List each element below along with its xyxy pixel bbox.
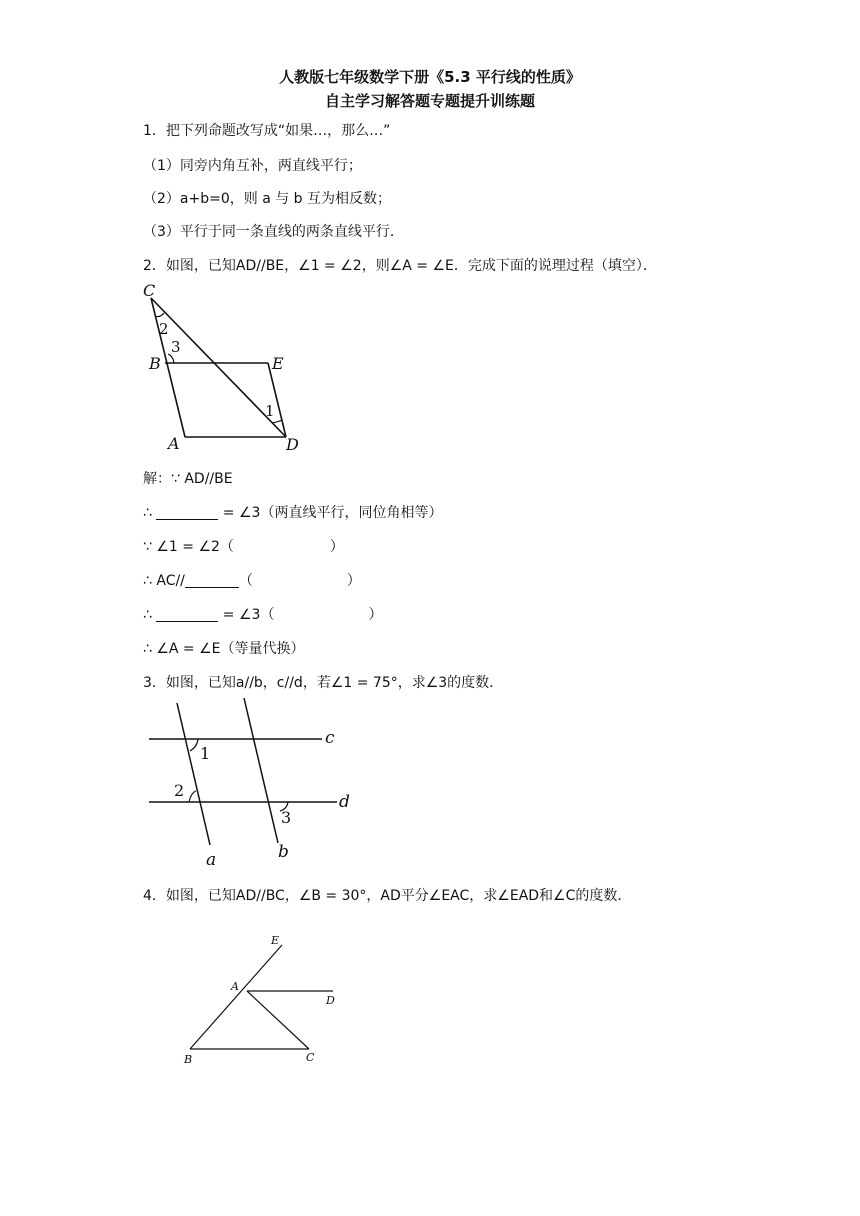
q1-item-2: （2）a+b=0，则 a 与 b 互为相反数；	[143, 191, 392, 207]
q4-label-E: E	[271, 934, 280, 947]
answer-blank-3[interactable]	[156, 607, 218, 622]
q1-stem: 1．把下列命题改写成“如果…，那么…”	[143, 123, 391, 139]
q3-label-b: b	[278, 842, 289, 862]
q2-stem: 2．如图，已知AD//BE，∠1 = ∠2，则∠A = ∠E．完成下面的说理过程（填空）．	[143, 258, 657, 274]
q3-angle-1-label: 1	[200, 744, 211, 763]
page-title: 人教版七年级数学下册《5.3 平行线的性质》	[279, 68, 581, 86]
q3-angle-2-label: 2	[174, 781, 185, 800]
q2-angle-1-label: 1	[265, 402, 275, 420]
q4-label-C: C	[306, 1051, 315, 1064]
q2-solution-line-6: ∴ ∠A = ∠E（等量代换）	[143, 641, 305, 657]
q2-angle-2-label: 2	[159, 320, 169, 338]
q2-label-C: C	[143, 281, 156, 300]
q2-segment-ED	[268, 363, 286, 437]
q2-solution-line-4: ∴ AC// （ ）	[143, 573, 361, 589]
q4-segment-B-to-E	[190, 945, 282, 1049]
q4-label-B: B	[184, 1053, 193, 1066]
q2-angle-1-arc	[272, 420, 282, 423]
q4-segment-AC	[247, 991, 309, 1049]
q2-label-E: E	[272, 354, 284, 373]
q4-label-A: A	[231, 980, 239, 993]
q3-figure	[140, 695, 360, 870]
q3-angle-2-arc	[189, 791, 196, 802]
q4-figure	[175, 930, 355, 1070]
q2-solution-line-1: 解：∵ AD//BE	[143, 471, 233, 487]
q1-item-3: （3）平行于同一条直线的两条直线平行．	[143, 224, 404, 240]
q3-label-d: d	[339, 792, 350, 812]
q2-solution-line-5: ∴ = ∠3（ ）	[143, 607, 383, 623]
q3-angle-1-arc	[190, 739, 198, 751]
q3-line-b	[244, 698, 278, 843]
q2-label-D: D	[286, 435, 299, 454]
page-subtitle: 自主学习解答题专题提升训练题	[324, 92, 535, 110]
q3-label-c: c	[325, 728, 335, 748]
answer-blank-2[interactable]	[185, 573, 239, 588]
q3-angle-3-label: 3	[281, 808, 292, 827]
q2-angle-2-arc	[155, 313, 164, 317]
q3-stem: 3．如图，已知a//b，c//d，若∠1 = 75°，求∠3的度数．	[143, 675, 504, 691]
answer-blank-1[interactable]	[156, 505, 218, 520]
q3-label-a: a	[206, 850, 217, 870]
q2-figure	[140, 280, 320, 455]
q4-stem: 4．如图，已知AD//BC，∠B = 30°，AD平分∠EAC，求∠EAD和∠C的度数．	[143, 888, 632, 904]
q4-label-D: D	[326, 994, 335, 1007]
q1-item-1: （1）同旁内角互补，两直线平行；	[143, 158, 362, 174]
q2-angle-3-label: 3	[171, 338, 181, 356]
q2-solution-line-3: ∵ ∠1 = ∠2（ ）	[143, 539, 344, 555]
q2-solution-line-2: ∴ = ∠3（两直线平行，同位角相等）	[143, 505, 443, 521]
q2-label-A: A	[168, 434, 180, 453]
q2-label-B: B	[149, 354, 161, 373]
q3-line-a	[177, 703, 210, 845]
